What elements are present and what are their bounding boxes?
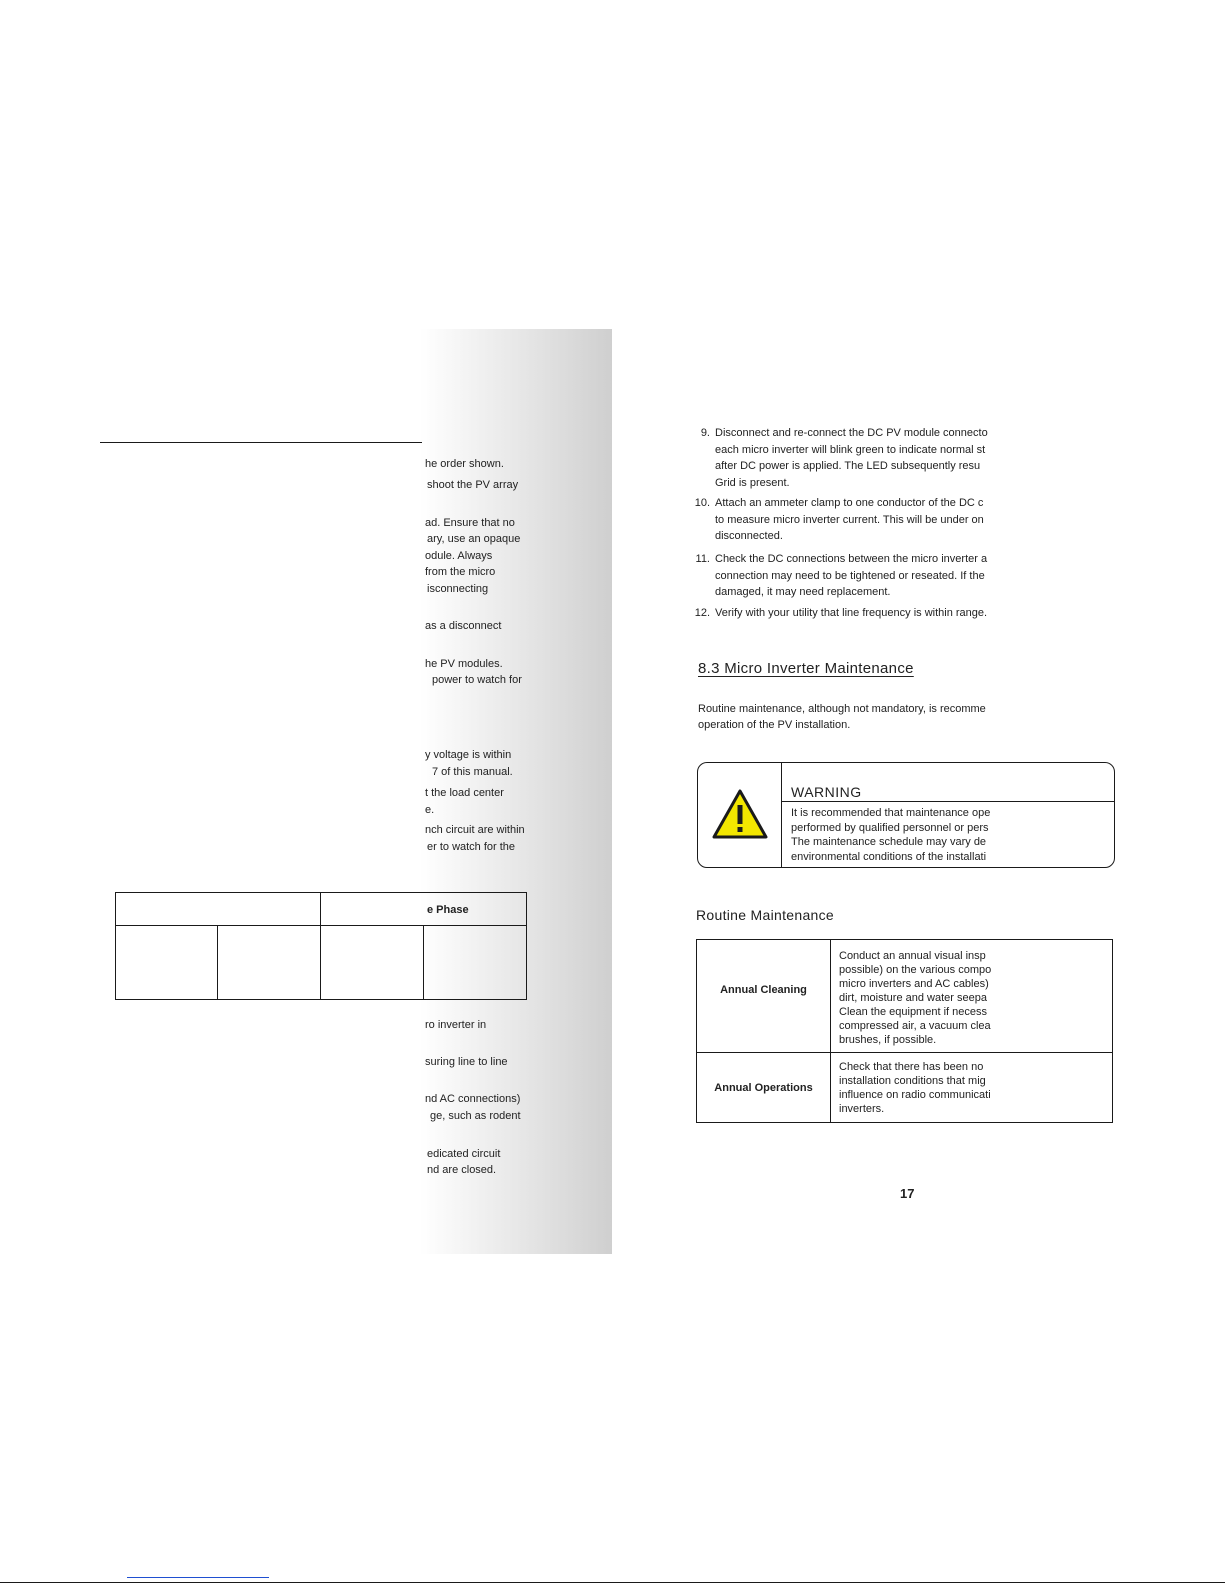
table-header-cell [115,892,321,926]
table-cell [217,925,321,1000]
left-text-fragment: ary, use an opaque [427,533,521,545]
left-text-fragment: shoot the PV array [427,479,519,491]
left-text-fragment: er to watch for the [427,841,516,853]
warning-divider-horizontal [781,801,1114,802]
step-text: Disconnect and re-connect the DC PV module connecto each micro inverter will blink green to indicate normal st after DC power is applied. The LED subsequently resu Grid is present. [715,427,988,489]
table-cell [423,925,527,1000]
section-title: 8.3 Micro Inverter Maintenance [698,660,914,677]
step-number: 11. [695,553,710,565]
step-number: 9. [700,427,710,439]
left-text-fragment: he PV modules. [425,658,503,670]
warning-text: It is recommended that maintenance ope performed by qualified personnel or pers The maintenance schedule may vary de environmental conditions of the installati [791,807,991,863]
left-page-header-rule [100,442,422,443]
page-number: 17 [900,1186,915,1201]
table-header-cell [320,892,527,926]
step-number: 10. [694,497,710,509]
left-text-fragment: he order shown. [425,458,504,470]
left-text-fragment: isconnecting [427,583,489,595]
step-item [692,605,1012,623]
left-text-fragment: 7 of this manual. [432,766,513,778]
step-text: Attach an ammeter clamp to one conductor of the DC c to measure micro inverter current. This will be under on disconnected. [715,497,984,542]
left-text-fragment: edicated circuit [427,1148,501,1160]
maintenance-description: Check that there has been no installation conditions that mig influence on radio communicati inverters. [839,1061,991,1115]
table-cell [320,925,424,1000]
left-text-fragment: from the micro [425,566,496,578]
left-text-fragment: odule. Always [425,550,493,562]
table-cell [115,925,218,1000]
maintenance-description: Conduct an annual visual insp possible) on the various compo micro inverters and AC cables) dirt, moisture and water seepa Clean the equipment if necess compressed air, a vacuum clea brushes, if possible. [839,950,992,1046]
step-text: Check the DC connections between the micro inverter a connection may need to be tightened or reseated. If the damaged, it may need replacement. [715,553,988,598]
left-text-fragment: suring line to line [425,1056,508,1068]
step-item [692,495,1012,547]
warning-triangle-icon [712,788,768,840]
intro-paragraph: Routine maintenance, although not mandatory, is recomme operation of the PV installation. [698,703,986,731]
step-number: 12. [694,607,710,619]
left-text-fragment: ad. Ensure that no [425,517,515,529]
maintenance-label: Annual Cleaning [720,984,807,996]
left-text-fragment: as a disconnect [425,620,502,632]
table-header-phase: e Phase [427,904,469,916]
bottom-link-underline[interactable] [127,1577,269,1578]
maintenance-label: Annual Operations [714,1082,813,1094]
step-text: Verify with your utility that line frequency is within range. [715,607,988,619]
left-text-fragment: y voltage is within [425,749,512,761]
left-text-fragment: t the load center [425,787,504,799]
left-text-fragment: power to watch for [432,674,522,686]
left-text-fragment: nch circuit are within [425,824,525,836]
left-text-fragment: nd are closed. [427,1164,497,1176]
warning-box [697,762,1115,868]
warning-divider-vertical [781,763,782,867]
warning-title: WARNING [791,784,862,800]
left-text-fragment: nd AC connections) [425,1093,521,1105]
left-text-fragment: ro inverter in [425,1019,487,1031]
left-text-fragment: e. [425,804,435,816]
step-item [692,425,1012,493]
bottom-rule [0,1582,1225,1583]
left-text-fragment: ge, such as rodent [430,1110,521,1122]
step-item [692,551,1012,603]
routine-title: Routine Maintenance [696,907,835,923]
